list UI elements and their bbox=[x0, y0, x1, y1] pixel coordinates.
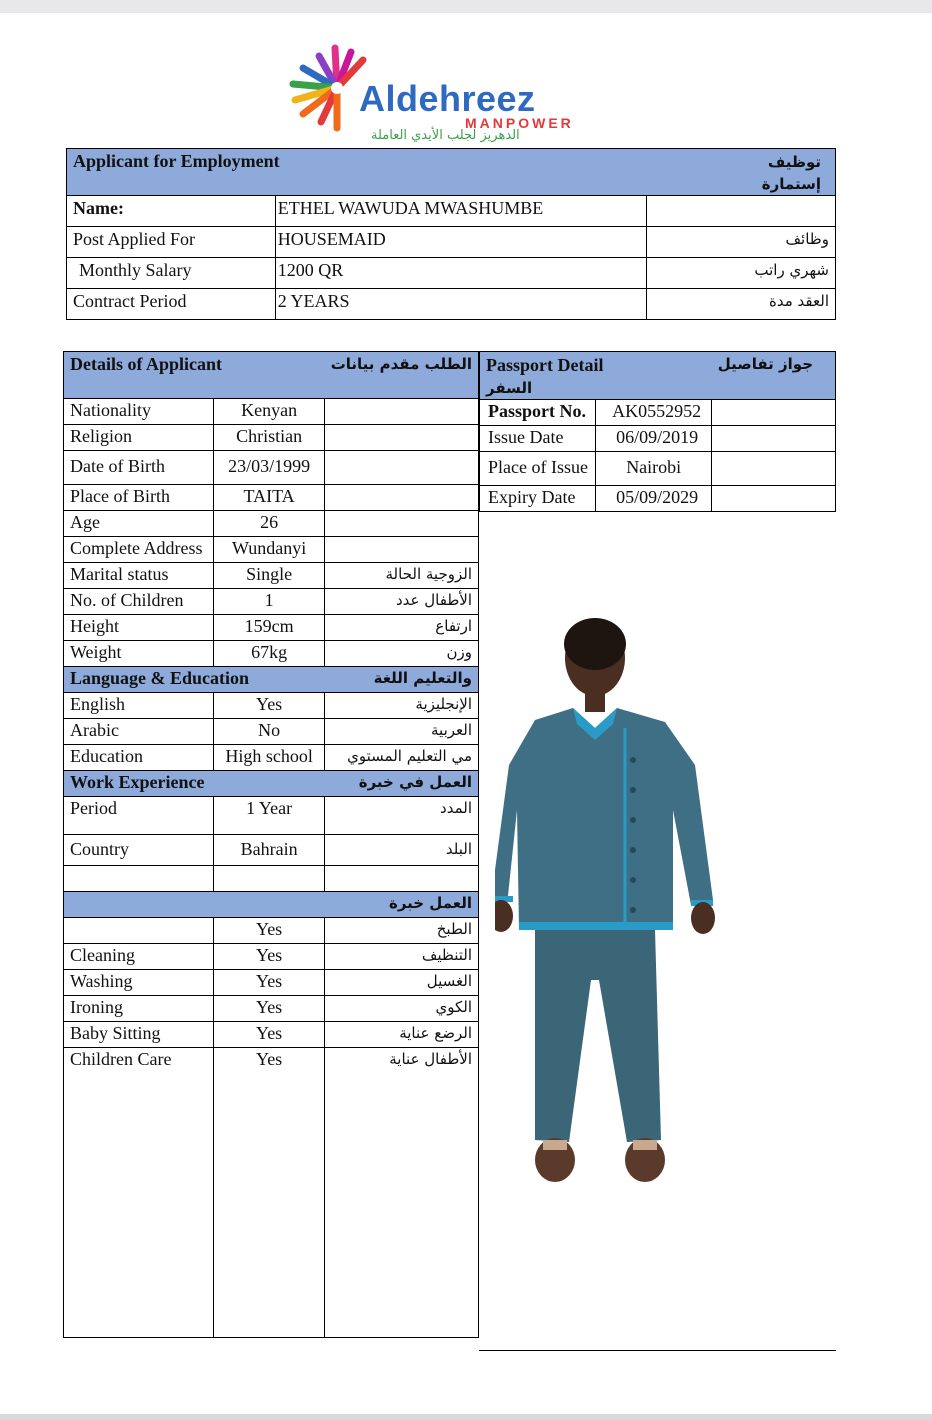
work-row bbox=[64, 835, 479, 866]
country-ar: البلد bbox=[325, 835, 479, 866]
address-label: Complete Address bbox=[64, 537, 214, 563]
cleaning-value: Yes bbox=[214, 944, 325, 970]
detail-row bbox=[64, 589, 479, 615]
passport-no-value: AK0552952 bbox=[596, 400, 712, 426]
issue-date-label: Issue Date bbox=[480, 426, 596, 452]
marital-value: Single bbox=[214, 563, 325, 589]
logo-name: Aldehreez bbox=[359, 78, 536, 119]
applicant-photo bbox=[495, 600, 725, 1210]
salary-ar: شهري راتب bbox=[647, 258, 836, 289]
period-label: Period bbox=[64, 797, 214, 835]
language-title-ar: والتعليم اللغة bbox=[325, 667, 479, 693]
top-bar bbox=[0, 0, 932, 13]
skill-row bbox=[64, 996, 479, 1022]
work-header bbox=[64, 771, 479, 797]
skill-row bbox=[64, 944, 479, 970]
cooking-label bbox=[64, 918, 214, 944]
washing-label: Washing bbox=[64, 970, 214, 996]
arabic-ar: العربية bbox=[325, 719, 479, 745]
work-row bbox=[64, 797, 479, 835]
children-value: 1 bbox=[214, 589, 325, 615]
education-ar: مي التعليم المستوي bbox=[325, 745, 479, 771]
age-label: Age bbox=[64, 511, 214, 537]
children-ar: الأطفال عدد bbox=[325, 589, 479, 615]
salary-label: Monthly Salary bbox=[67, 258, 276, 289]
ironing-value: Yes bbox=[214, 996, 325, 1022]
age-ar bbox=[325, 511, 479, 537]
language-title: Language & Education bbox=[64, 667, 325, 693]
english-ar: الإنجليزية bbox=[325, 693, 479, 719]
details-header bbox=[64, 352, 479, 399]
pob-ar bbox=[325, 485, 479, 511]
detail-row bbox=[64, 511, 479, 537]
pob-value: TAITA bbox=[214, 485, 325, 511]
passport-row bbox=[480, 452, 836, 486]
marital-ar: الزوجية الحالة bbox=[325, 563, 479, 589]
name-label: Name: bbox=[67, 196, 276, 227]
contract-label: Contract Period bbox=[67, 289, 276, 320]
pob-label: Place of Birth bbox=[64, 485, 214, 511]
passport-title: Passport Detail السفر bbox=[480, 352, 712, 400]
cleaning-label: Cleaning bbox=[64, 944, 214, 970]
place-issue-label: Place of Issue bbox=[480, 452, 596, 486]
education-value: High school bbox=[214, 745, 325, 771]
issue-date-value: 06/09/2019 bbox=[596, 426, 712, 452]
language-row bbox=[64, 745, 479, 771]
cooking-value: Yes bbox=[214, 918, 325, 944]
cooking-ar: الطبخ bbox=[325, 918, 479, 944]
passport-row bbox=[480, 400, 836, 426]
ironing-ar: الكوي bbox=[325, 996, 479, 1022]
form-title: Applicant for Employment bbox=[67, 149, 647, 196]
washing-value: Yes bbox=[214, 970, 325, 996]
english-value: Yes bbox=[214, 693, 325, 719]
address-ar bbox=[325, 537, 479, 563]
detail-row bbox=[64, 615, 479, 641]
language-row bbox=[64, 693, 479, 719]
employment-summary-table bbox=[66, 148, 836, 320]
work-title-ar: العمل في خبرة bbox=[325, 771, 479, 797]
passport-row bbox=[480, 426, 836, 452]
passport-title-ar: جواز تفاصيل bbox=[712, 352, 836, 400]
detail-row bbox=[64, 563, 479, 589]
skill-row bbox=[64, 970, 479, 996]
salary-row bbox=[67, 258, 836, 289]
skill-row bbox=[64, 1048, 479, 1338]
name-row bbox=[67, 196, 836, 227]
passport-no-label: Passport No. bbox=[480, 400, 596, 426]
logo-arabic: الدهريز لجلب الأيدي العاملة bbox=[371, 128, 520, 143]
skills-header bbox=[64, 892, 479, 918]
contract-row bbox=[67, 289, 836, 320]
religion-value: Christian bbox=[214, 425, 325, 451]
height-value: 159cm bbox=[214, 615, 325, 641]
detail-row bbox=[64, 641, 479, 667]
age-value: 26 bbox=[214, 511, 325, 537]
period-ar: المدد bbox=[325, 797, 479, 835]
expiry-date-label: Expiry Date bbox=[480, 486, 596, 512]
washing-ar: الغسيل bbox=[325, 970, 479, 996]
children-label: No. of Children bbox=[64, 589, 214, 615]
address-value: Wundanyi bbox=[214, 537, 325, 563]
height-ar: ارتفاع bbox=[325, 615, 479, 641]
contract-ar: العقد مدة bbox=[647, 289, 836, 320]
marital-label: Marital status bbox=[64, 563, 214, 589]
nationality-ar bbox=[325, 399, 479, 425]
detail-row bbox=[64, 451, 479, 485]
religion-ar bbox=[325, 425, 479, 451]
country-value: Bahrain bbox=[214, 835, 325, 866]
expiry-date-value: 05/09/2029 bbox=[596, 486, 712, 512]
bottom-bar bbox=[0, 1414, 932, 1420]
work-title: Work Experience bbox=[64, 771, 325, 797]
place-issue-value: Nairobi bbox=[596, 452, 712, 486]
name-ar bbox=[647, 196, 836, 227]
contract-value: 2 YEARS bbox=[275, 289, 647, 320]
height-label: Height bbox=[64, 615, 214, 641]
header-row bbox=[67, 149, 836, 196]
weight-ar: وزن bbox=[325, 641, 479, 667]
passport-header bbox=[480, 352, 836, 400]
childcare-ar: الأطفال عناية bbox=[325, 1048, 479, 1338]
post-value: HOUSEMAID bbox=[275, 227, 647, 258]
applicant-details-table bbox=[63, 351, 479, 1338]
weight-value: 67kg bbox=[214, 641, 325, 667]
skills-title-ar: العمل خبرة bbox=[325, 892, 479, 918]
post-row bbox=[67, 227, 836, 258]
babysitting-label: Baby Sitting bbox=[64, 1022, 214, 1048]
dob-value: 23/03/1999 bbox=[214, 451, 325, 485]
cleaning-ar: التنظيف bbox=[325, 944, 479, 970]
arabic-label: Arabic bbox=[64, 719, 214, 745]
period-value: 1 Year bbox=[214, 797, 325, 835]
passport-table bbox=[479, 351, 836, 512]
logo-subtitle: MANPOWER bbox=[465, 115, 574, 131]
childcare-value: Yes bbox=[214, 1048, 325, 1338]
nationality-label: Nationality bbox=[64, 399, 214, 425]
childcare-label: Children Care bbox=[64, 1048, 214, 1338]
arabic-value: No bbox=[214, 719, 325, 745]
english-label: English bbox=[64, 693, 214, 719]
weight-label: Weight bbox=[64, 641, 214, 667]
religion-label: Religion bbox=[64, 425, 214, 451]
nationality-value: Kenyan bbox=[214, 399, 325, 425]
dob-label: Date of Birth bbox=[64, 451, 214, 485]
bottom-rule bbox=[479, 1350, 836, 1351]
details-title-ar: الطلب مقدم بيانات bbox=[325, 352, 479, 399]
name-value: ETHEL WAWUDA MWASHUMBE bbox=[275, 196, 647, 227]
country-label: Country bbox=[64, 835, 214, 866]
form-title-ar: توظيف إستمارة bbox=[647, 149, 836, 196]
language-row bbox=[64, 719, 479, 745]
skill-row bbox=[64, 1022, 479, 1048]
post-label: Post Applied For bbox=[67, 227, 276, 258]
empty-row bbox=[64, 866, 479, 892]
dob-ar bbox=[325, 451, 479, 485]
detail-row bbox=[64, 485, 479, 511]
babysitting-value: Yes bbox=[214, 1022, 325, 1048]
babysitting-ar: الرضع عناية bbox=[325, 1022, 479, 1048]
ironing-label: Ironing bbox=[64, 996, 214, 1022]
detail-row bbox=[64, 399, 479, 425]
education-label: Education bbox=[64, 745, 214, 771]
language-header bbox=[64, 667, 479, 693]
passport-row bbox=[480, 486, 836, 512]
details-title: Details of Applicant bbox=[64, 352, 325, 399]
detail-row bbox=[64, 537, 479, 563]
company-logo bbox=[275, 40, 615, 150]
post-ar: وظائف bbox=[647, 227, 836, 258]
salary-value: 1200 QR bbox=[275, 258, 647, 289]
skill-row bbox=[64, 918, 479, 944]
detail-row bbox=[64, 425, 479, 451]
